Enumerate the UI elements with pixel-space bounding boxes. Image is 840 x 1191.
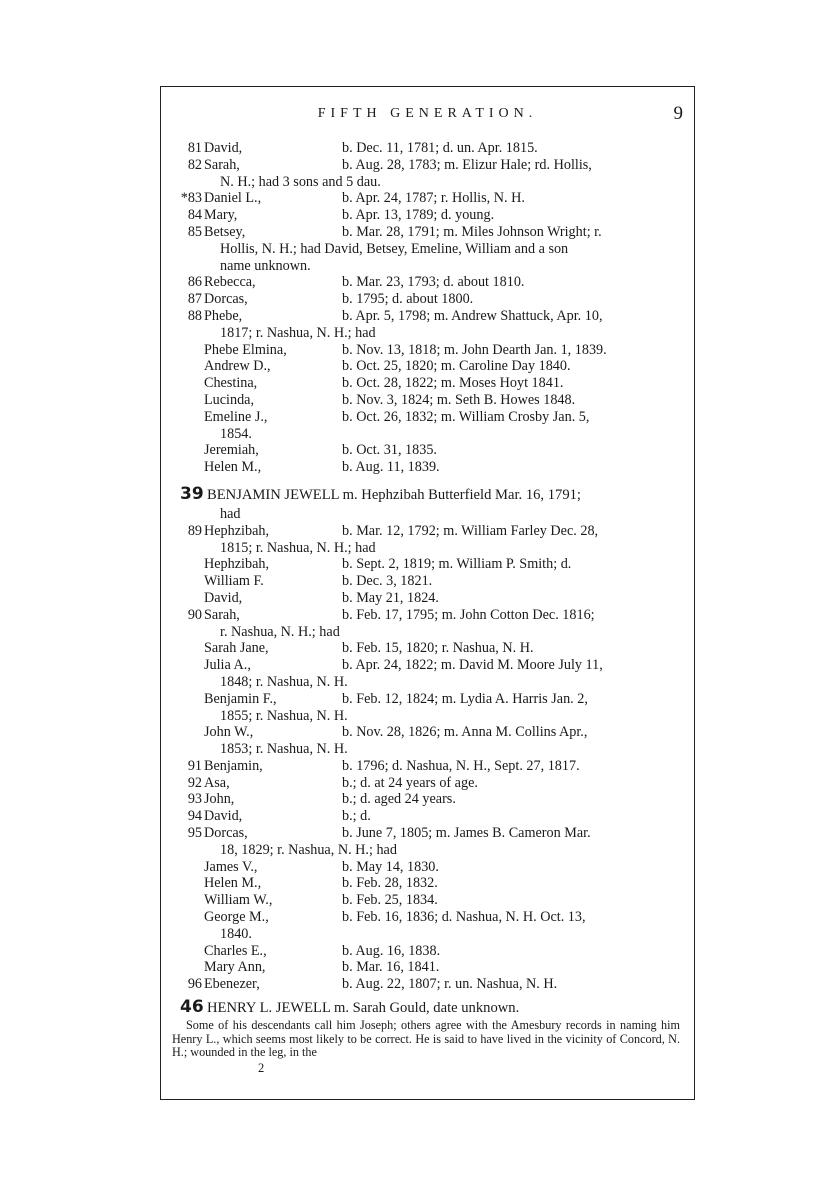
child-entry bbox=[170, 959, 686, 976]
person-name: Sarah, bbox=[204, 606, 240, 623]
person-entry bbox=[170, 190, 686, 207]
continuation-line bbox=[170, 708, 686, 725]
person-name: David, bbox=[204, 140, 243, 156]
child-details: b. Dec. 3, 1821. bbox=[342, 573, 433, 590]
person-name: Ebenezer, bbox=[204, 976, 260, 993]
entry-number: 94 bbox=[187, 808, 202, 825]
entry-number: 88 bbox=[187, 307, 202, 324]
person-details: b. Aug. 28, 1783; m. Elizur Hale; rd. Hollis, bbox=[342, 156, 592, 173]
child-details: b. Nov. 3, 1824; m. Seth B. Howes 1848. bbox=[342, 391, 576, 408]
genealogy-entries bbox=[170, 140, 686, 1074]
child-details: b. Apr. 24, 1822; m. David M. Moore July 11, bbox=[342, 657, 603, 674]
child-details: b. Feb. 15, 1820; r. Nashua, N. H. bbox=[342, 640, 534, 657]
child-details: b. Aug. 11, 1839. bbox=[342, 459, 440, 476]
family-number: 39 bbox=[180, 483, 204, 504]
entry-number: 89 bbox=[187, 522, 202, 539]
page-number: 9 bbox=[673, 103, 683, 124]
person-entry bbox=[170, 291, 686, 308]
frame-right-rule bbox=[694, 86, 695, 1100]
child-details: b. Feb. 16, 1836; d. Nashua, N. H. Oct. 13, bbox=[342, 909, 586, 926]
continuation-line bbox=[170, 506, 686, 523]
continuation-line bbox=[170, 624, 686, 641]
entry-number: 81 bbox=[187, 140, 202, 156]
entry-number: 95 bbox=[187, 825, 202, 842]
person-details: b. Mar. 28, 1791; m. Miles Johnson Wright; r. bbox=[342, 223, 602, 240]
continuation-line bbox=[170, 540, 686, 557]
continuation-line bbox=[170, 926, 686, 943]
entry-number: 93 bbox=[187, 791, 202, 808]
entry-number: 96 bbox=[187, 976, 202, 993]
person-entry bbox=[170, 791, 686, 808]
child-details: b. Feb. 12, 1824; m. Lydia A. Harris Jan. 2, bbox=[342, 690, 588, 707]
continuation-text: 1817; r. Nashua, N. H.; had bbox=[220, 324, 376, 341]
child-entry bbox=[170, 556, 686, 573]
child-entry bbox=[170, 573, 686, 590]
entry-number: 87 bbox=[187, 291, 202, 308]
continuation-text: 1853; r. Nashua, N. H. bbox=[220, 741, 348, 758]
person-name: Betsey, bbox=[204, 223, 246, 240]
person-name: Rebecca, bbox=[204, 274, 256, 291]
child-entry bbox=[170, 909, 686, 926]
person-details: b. 1796; d. Nashua, N. H., Sept. 27, 1817. bbox=[342, 757, 580, 774]
continuation-line bbox=[170, 174, 686, 191]
child-details: b. May 14, 1830. bbox=[342, 858, 439, 875]
child-name: Hephzibah, bbox=[204, 556, 270, 573]
child-details: b. Oct. 25, 1820; m. Caroline Day 1840. bbox=[342, 358, 571, 375]
page-title: FIFTH GENERATION. bbox=[317, 106, 538, 121]
child-name: Charles E., bbox=[204, 942, 267, 959]
child-entry bbox=[170, 459, 686, 476]
child-details: b. Oct. 26, 1832; m. William Crosby Jan. 5, bbox=[342, 408, 590, 425]
child-entry bbox=[170, 358, 686, 375]
signature-mark-row bbox=[170, 1060, 686, 1074]
person-entry bbox=[170, 775, 686, 792]
entry-number: 92 bbox=[187, 774, 202, 791]
entry-number: 85 bbox=[187, 223, 202, 240]
entry-number: *83 bbox=[180, 190, 202, 207]
person-entry bbox=[170, 808, 686, 825]
child-entry bbox=[170, 859, 686, 876]
child-name: William W., bbox=[204, 892, 273, 909]
child-details: b. Feb. 28, 1832. bbox=[342, 875, 438, 892]
child-name: Benjamin F., bbox=[204, 690, 277, 707]
continuation-text: 1854. bbox=[220, 425, 252, 442]
continuation-line bbox=[170, 258, 686, 275]
child-details: b. Sept. 2, 1819; m. William P. Smith; d. bbox=[342, 556, 572, 573]
continuation-line bbox=[170, 674, 686, 691]
person-details: b.; d. aged 24 years. bbox=[342, 791, 456, 808]
frame-bottom-rule bbox=[160, 1099, 695, 1100]
continuation-text: 1815; r. Nashua, N. H.; had bbox=[220, 539, 376, 556]
continuation-line bbox=[170, 325, 686, 342]
continuation-line bbox=[170, 241, 686, 258]
entry-number: 82 bbox=[187, 156, 202, 173]
person-entry bbox=[170, 976, 686, 993]
child-details: b. Aug. 16, 1838. bbox=[342, 942, 441, 959]
child-entry bbox=[170, 342, 686, 359]
entry-number: 91 bbox=[187, 757, 202, 774]
person-details: b. Apr. 13, 1789; d. young. bbox=[342, 207, 495, 224]
child-entry bbox=[170, 691, 686, 708]
continuation-text: name unknown. bbox=[220, 257, 311, 274]
person-name: Benjamin, bbox=[204, 757, 263, 774]
person-entry bbox=[170, 758, 686, 775]
person-name: Dorcas, bbox=[204, 825, 248, 842]
person-entry bbox=[170, 825, 686, 842]
child-details: b. May 21, 1824. bbox=[342, 589, 439, 606]
signature-mark: 2 bbox=[258, 1060, 265, 1075]
continuation-text: 18, 1829; r. Nashua, N. H.; had bbox=[220, 841, 397, 858]
child-entry bbox=[170, 657, 686, 674]
frame-left-rule bbox=[160, 86, 161, 1100]
continuation-text: 1855; r. Nashua, N. H. bbox=[220, 707, 348, 724]
child-name: Emeline J., bbox=[204, 408, 268, 425]
person-details: b. Mar. 12, 1792; m. William Farley Dec. 28, bbox=[342, 522, 599, 539]
family-heading bbox=[170, 999, 686, 1019]
continuation-text: r. Nashua, N. H.; had bbox=[220, 623, 340, 640]
child-entry bbox=[170, 375, 686, 392]
person-details: b. 1795; d. about 1800. bbox=[342, 291, 474, 308]
child-name: Andrew D., bbox=[204, 358, 271, 375]
child-name: Phebe Elmina, bbox=[204, 341, 287, 358]
child-name: Jeremiah, bbox=[204, 442, 259, 459]
family-heading bbox=[170, 483, 686, 506]
continuation-text: Hollis, N. H.; had David, Betsey, Emeline, William and a son bbox=[220, 240, 569, 257]
family-text: HENRY L. JEWELL m. Sarah Gould, date unknown. bbox=[207, 1000, 520, 1017]
continuation-text: 1848; r. Nashua, N. H. bbox=[220, 673, 348, 690]
child-name: Lucinda, bbox=[204, 391, 255, 408]
child-details: b. Oct. 31, 1835. bbox=[342, 442, 437, 459]
person-name: John, bbox=[204, 791, 235, 808]
note-text: Some of his descendants call him Joseph; others agree with the Amesbury records in naming him Henry L., which seems most likely to be correct. He is said to have lived in the vicinity of Concord, N. H.; wounded in the leg, in the bbox=[172, 1018, 680, 1060]
person-entry bbox=[170, 207, 686, 224]
person-entry bbox=[170, 224, 686, 241]
child-details: b. Feb. 25, 1834. bbox=[342, 892, 438, 909]
child-name: James V., bbox=[204, 858, 258, 875]
running-header bbox=[160, 103, 695, 128]
person-name: Sarah, bbox=[204, 156, 240, 173]
person-entry bbox=[170, 308, 686, 325]
person-name: Dorcas, bbox=[204, 291, 248, 308]
child-name: Helen M., bbox=[204, 875, 262, 892]
continuation-text: N. H.; had 3 sons and 5 dau. bbox=[220, 173, 381, 190]
entry-number: 86 bbox=[187, 274, 202, 291]
entry-list bbox=[170, 140, 686, 1019]
family-number: 46 bbox=[180, 997, 204, 1018]
person-details: b. Aug. 22, 1807; r. un. Nashua, N. H. bbox=[342, 976, 558, 993]
child-entry bbox=[170, 892, 686, 909]
child-name: Chestina, bbox=[204, 375, 258, 392]
person-name: Daniel L., bbox=[204, 190, 262, 207]
child-name: Mary Ann, bbox=[204, 959, 266, 976]
continuation-text: 1840. bbox=[220, 925, 252, 942]
entry-number: 84 bbox=[187, 207, 202, 224]
person-details: b. June 7, 1805; m. James B. Cameron Mar. bbox=[342, 825, 591, 842]
child-entry bbox=[170, 409, 686, 426]
person-entry bbox=[170, 607, 686, 624]
continuation-line bbox=[170, 741, 686, 758]
person-entry bbox=[170, 523, 686, 540]
continuation-line bbox=[170, 426, 686, 443]
entry-number: 90 bbox=[187, 606, 202, 623]
child-entry bbox=[170, 590, 686, 607]
child-entry bbox=[170, 943, 686, 960]
continuation-text: had bbox=[220, 505, 241, 522]
child-name: Helen M., bbox=[204, 459, 262, 476]
person-name: Mary, bbox=[204, 207, 238, 224]
child-entry bbox=[170, 875, 686, 892]
child-name: William F. bbox=[204, 573, 264, 590]
family-text: BENJAMIN JEWELL m. Hephzibah Butterfield Mar. 16, 1791; bbox=[207, 486, 581, 503]
child-name: Sarah Jane, bbox=[204, 640, 269, 657]
child-details: b. Mar. 16, 1841. bbox=[342, 959, 440, 976]
child-details: b. Nov. 28, 1826; m. Anna M. Collins Apr., bbox=[342, 724, 588, 741]
person-name: Hephzibah, bbox=[204, 522, 270, 539]
child-details: b. Nov. 13, 1818; m. John Dearth Jan. 1, 1839. bbox=[342, 341, 607, 358]
person-details: b.; d. at 24 years of age. bbox=[342, 774, 478, 791]
child-entry bbox=[170, 724, 686, 741]
person-details: b. Feb. 17, 1795; m. John Cotton Dec. 1816; bbox=[342, 606, 595, 623]
frame-top-rule bbox=[160, 86, 695, 87]
person-name: Asa, bbox=[204, 774, 230, 791]
child-entry bbox=[170, 442, 686, 459]
person-details: b. Mar. 23, 1793; d. about 1810. bbox=[342, 274, 525, 291]
child-name: David, bbox=[204, 589, 243, 606]
child-name: George M., bbox=[204, 909, 269, 926]
continuation-line bbox=[170, 842, 686, 859]
child-details: b. Oct. 28, 1822; m. Moses Hoyt 1841. bbox=[342, 375, 564, 392]
person-entry bbox=[170, 140, 686, 157]
person-name: David, bbox=[204, 808, 243, 825]
child-name: Julia A., bbox=[204, 657, 251, 674]
section-gap bbox=[170, 476, 686, 486]
child-entry bbox=[170, 392, 686, 409]
person-details: b. Apr. 24, 1787; r. Hollis, N. H. bbox=[342, 190, 525, 207]
person-entry bbox=[170, 274, 686, 291]
child-entry bbox=[170, 640, 686, 657]
person-details: b.; d. bbox=[342, 808, 371, 825]
person-name: Phebe, bbox=[204, 307, 243, 324]
person-details: b. Dec. 11, 1781; d. un. Apr. 1815. bbox=[342, 140, 538, 156]
person-entry bbox=[170, 157, 686, 174]
biographical-note bbox=[172, 1019, 680, 1060]
child-name: John W., bbox=[204, 724, 254, 741]
person-details: b. Apr. 5, 1798; m. Andrew Shattuck, Apr. 10, bbox=[342, 307, 603, 324]
